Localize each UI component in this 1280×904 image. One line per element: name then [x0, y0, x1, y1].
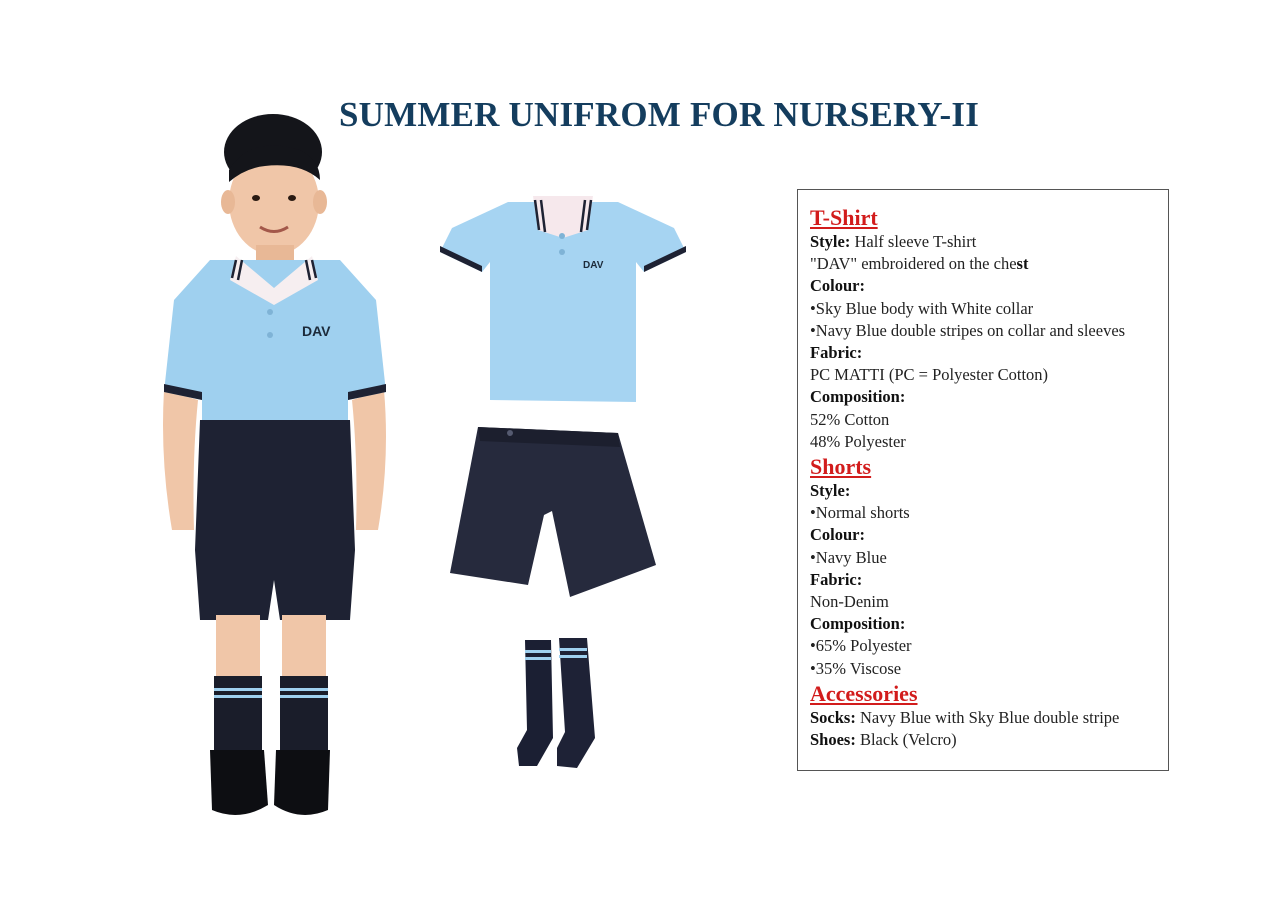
tshirt-embroidery: [810, 253, 1168, 275]
shirt-logo: DAV: [302, 323, 331, 339]
shorts-style-value: •Normal shorts: [810, 503, 910, 523]
uniform-spec-box: [797, 189, 1169, 771]
socks-label: Socks:: [810, 707, 856, 727]
socks-photo: [515, 638, 600, 773]
tshirt-logo: DAV: [583, 260, 604, 271]
tshirt-heading: T-Shirt: [810, 205, 878, 230]
tshirt-composition-label: Composition:: [810, 387, 906, 407]
boy-in-uniform-photo: [150, 110, 400, 830]
tshirt-photo: [438, 190, 688, 410]
tshirt-colour-1: •Sky Blue body with White collar: [810, 298, 1034, 318]
accessories-heading: Accessories: [810, 680, 918, 706]
tshirt-colour-2: •Navy Blue double stripes on collar and sleeves: [810, 320, 1126, 340]
shorts-colour-value: •Navy Blue: [810, 547, 887, 567]
page-title: SUMMER UNIFROM FOR NURSERY-II: [338, 95, 980, 134]
shorts-photo: [448, 425, 660, 600]
shoes-value: Black (Velcro): [855, 730, 957, 750]
tshirt-colour-label: Colour:: [810, 276, 865, 296]
shorts-composition-2: •35% Viscose: [810, 658, 902, 678]
shorts-heading: Shorts: [810, 454, 872, 480]
accessories-socks: [810, 707, 1168, 729]
shorts-fabric-value: Non-Denim: [810, 592, 889, 612]
shorts-style-label: Style:: [810, 481, 851, 501]
tshirt-fabric-value: PC MATTI (PC = Polyester Cotton): [810, 365, 1049, 385]
tshirt-style: [810, 231, 1168, 253]
tshirt-style-value: Half sleeve T-shirt: [850, 232, 977, 251]
tshirt-style-label: Style:: [810, 232, 851, 251]
tshirt-embroidery-end: st: [1016, 254, 1029, 274]
shoes-label: Shoes:: [810, 730, 856, 750]
shorts-composition-1: •65% Polyester: [810, 636, 912, 656]
shorts-fabric-label: Fabric:: [810, 569, 863, 589]
tshirt-composition-2: 48% Polyester: [810, 431, 906, 451]
shorts-colour-label: Colour:: [810, 525, 865, 545]
shorts-composition-label: Composition:: [810, 614, 906, 634]
tshirt-embroidery-text: "DAV" embroidered on the che: [810, 254, 1017, 274]
tshirt-composition-1: 52% Cotton: [810, 409, 890, 429]
accessories-shoes: [810, 729, 1168, 751]
tshirt-fabric-label: Fabric:: [810, 343, 863, 363]
socks-value: Navy Blue with Sky Blue double stripe: [855, 707, 1120, 727]
